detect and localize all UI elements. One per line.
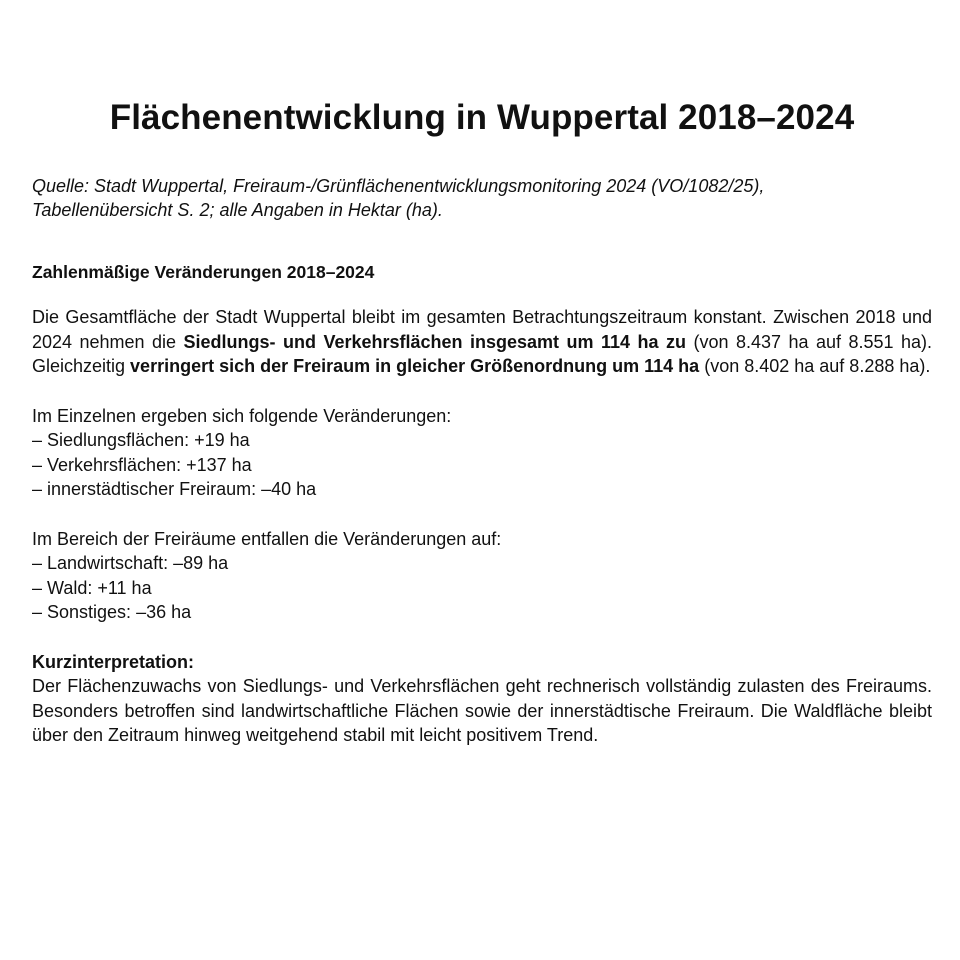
list-item: – Sonstiges: –36 ha xyxy=(32,602,192,622)
changes-intro: Im Einzelnen ergeben sich folgende Veränderungen: xyxy=(32,405,452,426)
section-heading: Zahlenmäßige Veränderungen 2018–2024 xyxy=(32,262,375,282)
paragraph-text: Die Gesamtfläche der Stadt Wuppertal bleibt im gesamten Betrachtungszeitraum konstant. Zwischen 2018 und 2024 nehmen die xyxy=(32,307,932,352)
paragraph-text: (von 8.437 ha auf 8.551 ha). Gleichzeitig xyxy=(32,331,932,376)
changes-list xyxy=(32,428,932,502)
source-note xyxy=(32,174,932,222)
summary-paragraph xyxy=(32,305,932,379)
document-page xyxy=(32,0,932,748)
interpretation-heading: Kurzinterpretation: xyxy=(32,651,194,672)
freiraum-changes-block xyxy=(32,527,932,625)
paragraph-emphasis: Siedlungs- und Verkehrsflächen insgesamt um 114 ha zu xyxy=(183,331,686,352)
list-item: – innerstädtischer Freiraum: –40 ha xyxy=(32,479,317,499)
list-item: – Siedlungsflächen: +19 ha xyxy=(32,430,250,450)
source-line: Tabellenübersicht S. 2; alle Angaben in Hektar (ha). xyxy=(32,200,443,220)
source-line: Quelle: Stadt Wuppertal, Freiraum-/Grünflächenentwicklungsmonitoring 2024 (VO/1082/25), xyxy=(32,176,765,196)
list-item: – Wald: +11 ha xyxy=(32,577,152,598)
freiraum-changes-list xyxy=(32,551,932,625)
list-item: – Verkehrsflächen: +137 ha xyxy=(32,454,252,475)
paragraph-emphasis: verringert sich der Freiraum in gleicher Größenordnung um 114 ha xyxy=(130,356,700,376)
freiraum-changes-intro: Im Bereich der Freiräume entfallen die Veränderungen auf: xyxy=(32,528,502,549)
list-item: – Landwirtschaft: –89 ha xyxy=(32,553,229,573)
interpretation-text: Der Flächenzuwachs von Siedlungs- und Verkehrsflächen geht rechnerisch vollständig zulasten des Freiraums. Besonders betroffen sind landwirtschaftliche Flächen sowie der innerstädtische Freiraum. Die Waldfläche bleibt über den Zeitraum hinweg weitgehend stabil mit leicht positivem Trend. xyxy=(32,676,932,745)
paragraph-text: (von 8.402 ha auf 8.288 ha). xyxy=(699,356,931,376)
page-title: Flächenentwicklung in Wuppertal 2018–2024 xyxy=(109,98,855,137)
changes-block xyxy=(32,404,932,502)
